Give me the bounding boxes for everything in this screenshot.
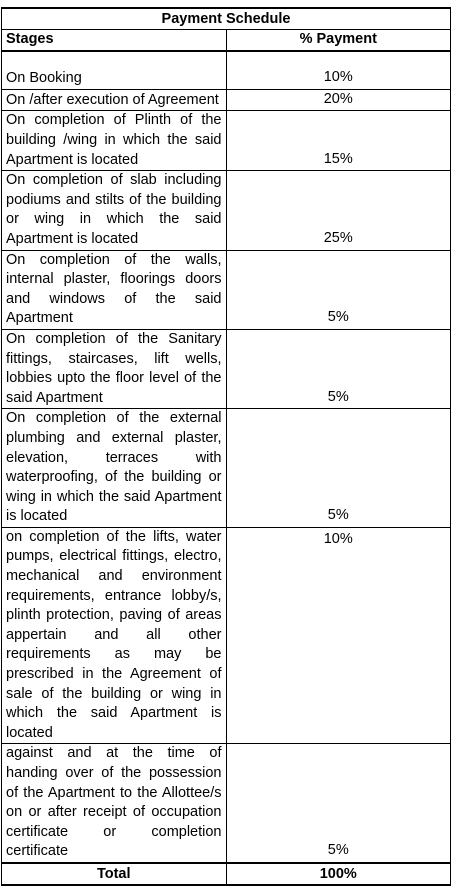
payment-schedule-table: [1, 7, 451, 886]
header-row: [2, 29, 451, 51]
payment-schedule-sheet: [1, 7, 451, 886]
total-label: Total: [2, 863, 227, 885]
title-row: [2, 8, 451, 29]
stage-cell: On Booking: [2, 51, 227, 89]
column-header-stages: Stages: [2, 29, 227, 51]
table-row: [2, 409, 451, 528]
stage-cell: On completion of the Sanitary fittings, staircases, lift wells, lobbies upto the floor level of the said Apartment: [2, 329, 227, 408]
payment-cell: 25%: [226, 171, 451, 250]
table-row: [2, 89, 451, 111]
table-row: [2, 111, 451, 171]
stage-cell: On completion of the external plumbing and external plaster, elevation, terraces with waterproofing, of the building or wing in which the said Apartment is located: [2, 409, 227, 528]
table-row: [2, 250, 451, 329]
payment-cell: 15%: [226, 111, 451, 171]
table-row: [2, 51, 451, 89]
payment-cell: 5%: [226, 744, 451, 863]
stage-cell: On completion of Plinth of the building /wing in which the said Apartment is located: [2, 111, 227, 171]
stage-cell: On /after execution of Agreement: [2, 89, 227, 111]
table-row: [2, 171, 451, 250]
table-title: Payment Schedule: [2, 8, 451, 29]
payment-cell: 20%: [226, 89, 451, 111]
total-row: [2, 863, 451, 885]
payment-cell: 5%: [226, 329, 451, 408]
stage-cell: against and at the time of handing over of the possession of the Apartment to the Allottee/s on or after receipt of occupation certificate or completion certificate: [2, 744, 227, 863]
total-value: 100%: [226, 863, 451, 885]
stage-cell: on completion of the lifts, water pumps, electrical fittings, electro, mechanical and environment requirements, entrance lobby/s, plinth protection, paving of areas appertain and all other requirements as may be prescribed in the Agreement of sale of the building or wing in which the said Apartment is located: [2, 527, 227, 744]
table-row: [2, 744, 451, 863]
payment-cell: 10%: [226, 51, 451, 89]
table-row: [2, 329, 451, 408]
payment-cell: 5%: [226, 250, 451, 329]
column-header-payment: % Payment: [226, 29, 451, 51]
table-row: [2, 527, 451, 744]
payment-cell: 10%: [226, 527, 451, 744]
payment-cell: 5%: [226, 409, 451, 528]
stage-cell: On completion of slab including podiums and stilts of the building or wing in which the said Apartment is located: [2, 171, 227, 250]
stage-cell: On completion of the walls, internal plaster, floorings doors and windows of the said Apartment: [2, 250, 227, 329]
